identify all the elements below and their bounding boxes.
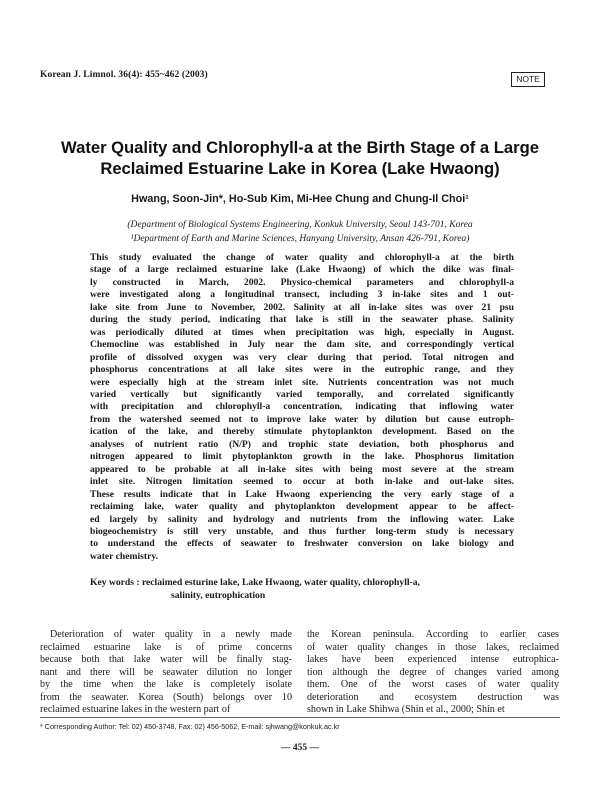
abstract-line: biogeochemistry is still very unstable, and thus further long-term study is necessary xyxy=(90,525,514,537)
abstract-line: This study evaluated the change of water quality and chlorophyll-a at the birth xyxy=(90,252,514,263)
footnote-rule xyxy=(40,717,560,718)
abstract-line: ly constructed in March, 2002. Physico-chemical parameters and chlorophyll-a xyxy=(90,276,514,288)
abstract-line: These results indicate that in Lake Hwaong experiencing the very early stage of a xyxy=(90,488,514,500)
body-right-line: them. One of the worst cases of water quality xyxy=(307,679,559,690)
affiliation-line-1: (Department of Biological Systems Engineering, Konkuk University, Seoul 143-701, Korea xyxy=(127,220,473,230)
body-right-line: shown in Lake Shihwa (Shin et al., 2000; Shin et xyxy=(307,704,505,715)
abstract-line: from the watershed seemed not to improve lake water by dilution but cause eutroph- xyxy=(90,413,514,425)
abstract-line: lake site from June to November, 2002. Salinity at all in-lake sites was over 21 psu xyxy=(90,301,514,313)
abstract-line: analyses of nutrient ratio (N/P) and trophic state deviation, both phosphorus and xyxy=(90,438,514,450)
body-left-line: reclaimed estuarine lake is of prime concerns xyxy=(40,641,292,653)
abstract-line: were especially high at the stream inlet site. Nutrients concentration was not much xyxy=(90,376,514,388)
abstract xyxy=(90,252,514,563)
affiliation-line-2: ¹Department of Earth and Marine Sciences, Hanyang University, Ansan 426-791, Korea) xyxy=(130,234,470,244)
author-list: Hwang, Soon-Jin*, Ho-Sub Kim, Mi-Hee Chung and Chung-Il Choi¹ xyxy=(131,193,469,205)
page-number: — 455 — xyxy=(281,743,319,753)
abstract-line: with precipitation and chlorophyll-a concentration, indicating that inflowing water xyxy=(90,401,514,413)
title-line-1: Water Quality and Chlorophyll-a at the Birth Stage of a Large xyxy=(61,138,539,157)
abstract-line: water chemistry. xyxy=(90,550,159,562)
affiliations xyxy=(40,218,560,246)
body-right-line: tion although the degree of changes varied among xyxy=(307,666,559,678)
footnote: * Corresponding Author: Tel: 02) 450-3748, Fax: 02) 456-5062, E-mail: sjhwang@konkuk.ac.kr xyxy=(40,722,340,731)
abstract-line: appeared to be probable at all in-lake sites with being most severe at the stream xyxy=(90,463,514,475)
abstract-line: nitrogen appeared to limit phytoplankton growth in the lake. Phosphorus limitation xyxy=(90,451,514,463)
keywords-line-2: salinity, eutrophication xyxy=(171,590,266,601)
body-left-line: from the seawater. Korea (South) belongs over 10 xyxy=(40,691,292,703)
abstract-line: ication of the lake, and thereby stimulate phytoplankton development. Based on the xyxy=(90,426,514,438)
body-left-line: Deterioration of water quality in a newly made xyxy=(50,629,292,640)
abstract-line: was periodically diluted at times when precipitation was high, especially in August. xyxy=(90,326,514,338)
note-badge: NOTE xyxy=(511,72,545,87)
body-right-line: lakes have been experienced intense eutrophica- xyxy=(307,654,559,665)
body-right-line: of water quality changes in those lakes, reclaimed xyxy=(307,641,559,653)
keywords xyxy=(90,576,530,602)
abstract-line: phosphorus concentrations at all lake sites were in the eutrophic range, and they xyxy=(90,364,514,376)
body-right-line: the Korean peninsula. According to earlier cases xyxy=(307,629,559,640)
abstract-line: Chemocline was established in July near the dam site, and correspondingly vertical xyxy=(90,339,514,351)
abstract-line: were investigated along a longitudinal transect, including 3 in-lake sites and 1 out- xyxy=(90,289,514,301)
abstract-line: varied vertically but significantly varied temporally, and correlated significantly xyxy=(90,388,514,400)
abstract-line: to understand the effects of seawater to freshwater conversion on lake biology and xyxy=(90,538,514,550)
body-column-left xyxy=(40,629,292,717)
body-left-line: nant and there will be seawater dilution no longer xyxy=(40,666,292,678)
body-left-line: by the time when the lake is completely isolate xyxy=(40,679,292,690)
abstract-line: inlet site. Nitrogen limitation seemed to occur at both in-lake and out-lake sites. xyxy=(90,476,514,488)
abstract-line: profile of dissolved oxygen was very clear during that period. Total nitrogen and xyxy=(90,351,514,363)
abstract-line: during the study period, indicating that lake is still in the seawater phase. Salinity xyxy=(90,314,514,326)
body-left-line: because both that lake water will be finally stag- xyxy=(40,654,292,665)
abstract-line: reclaiming lake, water quality and phytoplankton development appear to be affect- xyxy=(90,501,514,513)
title-line-2: Reclaimed Estuarine Lake in Korea (Lake Hwaong) xyxy=(100,159,500,178)
abstract-line: ed largely by salinity and hydrology and nutrients from the inflowing water. Lake xyxy=(90,513,514,525)
abstract-line: stage of a large reclaimed estuarine lake (Lake Hwaong) of which the dike was final- xyxy=(90,264,514,276)
keywords-line-1: Key words : reclaimed esturine lake, Lake Hwaong, water quality, chlorophyll-a, xyxy=(90,577,420,588)
body-left-line: reclaimed estuarine lakes in the western part of xyxy=(40,704,231,715)
body-column-right xyxy=(307,629,559,717)
body-right-line: deterioration and ecosystem destruction was xyxy=(307,691,559,703)
paper-title xyxy=(40,137,560,179)
journal-reference: Korean J. Limnol. 36(4): 455~462 (2003) xyxy=(40,70,208,80)
